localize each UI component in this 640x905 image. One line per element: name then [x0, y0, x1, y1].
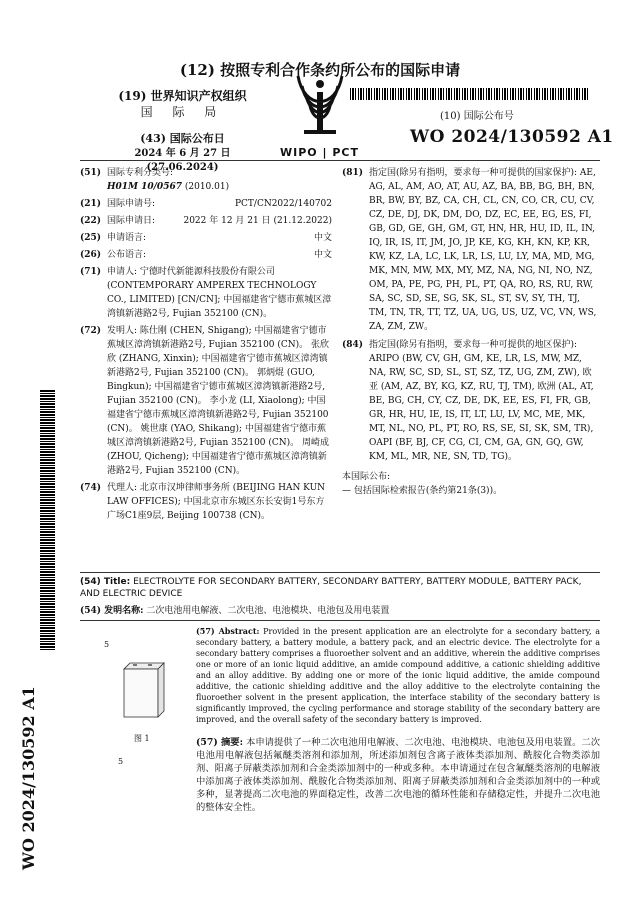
right-column [342, 166, 600, 498]
pub-date-label: (43) 国际公布日 [140, 132, 225, 146]
field-26: (26) 公布语言: 中文 [80, 250, 332, 260]
field-72: (72) 发明人: 陈仕刚 (CHEN, Shigang); 中国福建省宁德市蕉城区漳湾镇新港路2号, Fujian 352100 (CN)。 张欣欣 (ZHANG, Xinxin); 中国福建省宁德市蕉城区漳湾镇新港路2号, Fujian 352100 (CN)。 郭炳焜 (GUO, Bingkun); 中国福建省宁德市蕉城区漳湾镇新港路2号, Fujian 352100 (CN)。 李小龙 (LI, Xiaolong); 中国福建省宁德市蕉城区漳湾镇新港路2号, Fujian 352100 (CN)。 姚世康 (YAO, Shikang); 中国福建省宁德市蕉城区漳湾镇新港路2号, Fujian 352100 (CN)。 周崎成 (ZHOU, Qicheng); 中国福建省宁德市蕉城区漳湾镇新港路2号, Fujian 352100 (CN)。 [80, 326, 330, 476]
title-rule [80, 572, 600, 573]
side-pub-no: WO 2024/130592 A1 [19, 686, 38, 870]
bureau-name: 国 际 局 [140, 105, 225, 120]
field-25: (25) 申请语言: 中文 [80, 233, 332, 243]
issuing-office [100, 88, 265, 174]
figure-caption: 图 1 [134, 734, 150, 743]
document-title: (12) 按照专利合作条约所公布的国际申请 [179, 61, 461, 79]
title-cn: (54) 发明名称: 二次电池用电解液、二次电池、电池模块、电池包及用电装置 [80, 606, 390, 616]
abstract-en: (57) Abstract: Provided in the present application are an electrolyte for a secondary battery, a secondary battery, a battery module, a battery pack, and an electric device. The electrolyte for a secondary battery comprises a fluoroether solvent and an additive, wherein the additive comprises one or more of an ionic liquid additive, an amide compound additive, a cationic shielding additive and an alloy additive. By adding one or more of the ionic liquid additive, the amide compound additive, the cationic shielding additive and the alloy additive to the electrolyte containing the fluoroether solvent in the present application, the interface stability of the secondary battery is significantly improved, the cycling performance and storage stability of the secondary battery are improved, and the overall safety of the secondary battery is improved. [196, 626, 601, 724]
field-84: (84) 指定国(除另有指明，要求每一种可提供的地区保护): ARIPO (BW, CV, GH, GM, KE, LR, LS, MW, MZ, NA, RW, SC, SD, SL, ST, SZ, TZ, UG, ZM, ZW), 欧亚 (AM, AZ, BY, KG, KZ, RU, TJ, TM), 欧洲 (AL, AT, BE, BG, CH, CY, CZ, DE, DK, EE, ES, FI, FR, GB, GR, HR, HU, IE, IS, IT, LT, LU, LV, MC, ME, MK, MT, NL, NO, PL, PT, RO, RS, SE, SI, SK, SM, TR), OAPI (BF, BJ, CF, CG, CI, CM, GA, GN, GQ, GW, KM, ML, MR, NE, SN, TD, TG)。 [342, 340, 594, 462]
field-21: (21) 国际申请号: PCT/CN2022/140702 [80, 199, 332, 209]
header-rule [80, 160, 600, 161]
wipo-emblem-icon [290, 70, 350, 140]
pub-no: WO 2024/130592 A1 [410, 127, 614, 147]
field-51: (51) 国际专利分类号: H01M 10/0567 (2010.01) [80, 168, 230, 192]
published-label: 本国际公布: [342, 472, 391, 482]
pub-no-label: (10) 国际公布号 [440, 111, 514, 122]
wipo-pct-logo [272, 70, 367, 160]
field-74: (74) 代理人: 北京市汉坤律师事务所 (BEIJING HAN KUN LAW OFFICES); 中国北京市东城区东长安街1号东方广场C1座9层, Beijing 100738 (CN)。 [80, 483, 326, 521]
abstract-cn: (57) 摘要: 本申请提供了一种二次电池用电解液、二次电池、电池模块、电池包及用电装置。二次电池用电解液包括氟醚类溶剂和添加剂，所述添加剂包含离子液体类添加剂、酰胺化合物类添加剂、阳离子屏蔽类添加剂和合金类添加剂中的一种或多种。本申请通过在包含氟醚类溶剂的电解液中添加离子液体类添加剂、酰胺化合物类添加剂、阳离子屏蔽类添加剂和合金类添加剂中的一种或多种，显著提高二次电池的界面稳定性，改善二次电池的循环性能和存储稳定性，并提升二次电池的整体安全性。 [196, 737, 600, 813]
battery-cell-icon [118, 661, 166, 719]
barcode-top [350, 88, 588, 100]
wipo-pct-text: WIPO | PCT [280, 146, 359, 160]
left-column [80, 166, 332, 526]
pub-date: 2024 年 6 月 27 日 (27.06.2024) [134, 148, 231, 173]
field-22: (22) 国际申请日: 2022 年 12 月 21 日 (21.12.2022) [80, 216, 332, 226]
title-en: (54) Title: ELECTROLYTE FOR SECONDARY BATTERY, SECONDARY BATTERY, BATTERY MODULE, BATTERY PACK, AND ELECTRIC DEVICE [80, 577, 582, 599]
field-81: (81) 指定国(除另有指明，要求每一种可提供的国家保护): AE, AG, AL, AM, AO, AT, AU, AZ, BA, BB, BG, BH, BN, BR, BW, BY, BZ, CA, CH, CL, CN, CO, CR, CU, CV, CZ, DE, DJ, DK, DM, DO, DZ, EC, EE, EG, ES, FI, GB, GD, GE, GH, GM, GT, HN, HR, HU, ID, IL, IN, IQ, IR, IS, IT, JM, JO, JP, KE, KG, KH, KN, KP, KR, KW, KZ, LA, LC, LK, LR, LS, LU, LY, MA, MD, MG, MK, MN, MW, MX, MY, MZ, NA, NG, NI, NO, NZ, OM, PA, PE, PG, PH, PL, PT, QA, RO, RS, RU, RW, SA, SC, SD, SE, SG, SK, SL, ST, SV, SY, TH, TJ, TM, TN, TR, TT, TZ, UA, UG, US, UZ, VC, VN, WS, ZA, ZM, ZW。 [342, 168, 597, 332]
barcode-side [40, 390, 55, 650]
abstract-rule [80, 620, 600, 621]
published-item: — 包括国际检索报告(条约第21条(3))。 [342, 486, 503, 496]
figure-ref-bottom: 5 [118, 757, 124, 766]
org-name: (19) 世界知识产权组织 [118, 89, 247, 103]
field-71: (71) 申请人: 宁德时代新能源科技股份有限公司 (CONTEMPORARY AMPEREX TECHNOLOGY CO., LIMITED) [CN/CN]; 中国福建省宁德市蕉城区漳湾镇新港路2号, Fujian 352100 (CN)。 [80, 267, 332, 319]
figure-ref-top: 5 [104, 640, 110, 649]
